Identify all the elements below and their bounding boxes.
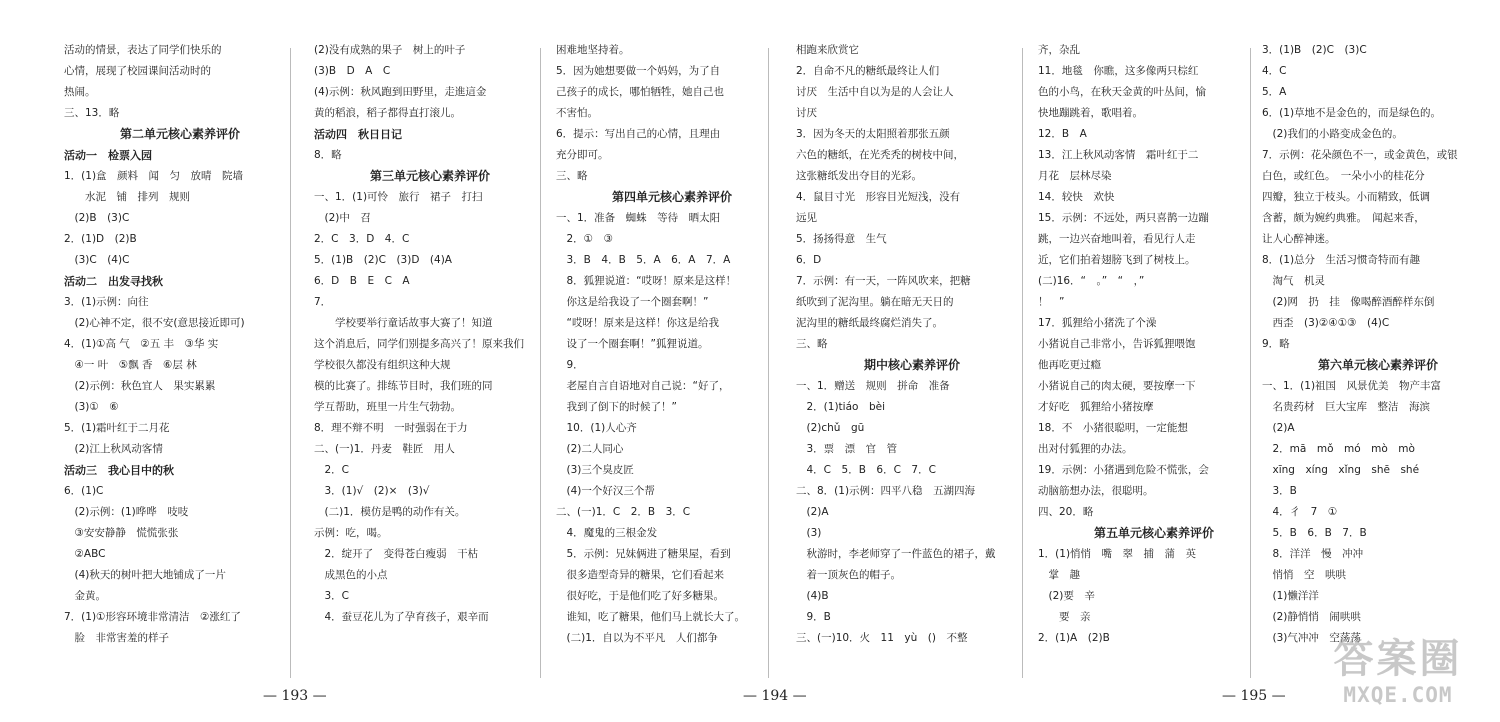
answer-line: 泥沟里的糖纸最终腐烂消失了。 [796, 317, 943, 329]
answer-line: 学互帮助，班里一片生气勃勃。 [314, 401, 461, 413]
answer-line: (2)示例：秋色宜人 果实累累 [64, 380, 216, 392]
answer-line: 6．(1)草地不是金色的，而是绿色的。 [1262, 107, 1442, 119]
watermark-text: 答案圈 [1333, 636, 1463, 682]
answer-line: 2．(1)D (2)B [64, 233, 137, 245]
answer-line: 一、1．赠送 规则 拼命 准备 [796, 380, 950, 392]
column-divider [1022, 48, 1023, 678]
answer-line: (2)心神不定，很不安(意思接近即可) [64, 317, 245, 329]
answer-line: 讨厌 [796, 107, 817, 119]
answer-line: 2．自命不凡的糖纸最终让人们 [796, 65, 940, 77]
answer-line: 四、20．略 [1038, 506, 1094, 518]
section-heading: 第五单元核心素养评价 [1093, 526, 1214, 540]
answer-line: 你这是给我设了一个圈套啊！” [556, 296, 709, 308]
answer-column-3 [556, 40, 788, 682]
answer-line: 困难地坚持着。 [556, 44, 630, 56]
answer-line: 他再吃更过瘾 [1038, 359, 1101, 371]
answer-column-6 [1262, 40, 1494, 682]
answer-line: 7．(1)①形容环境非常清洁 ②涨红了 [64, 611, 241, 623]
answer-line: 3．B [1262, 485, 1297, 497]
answer-line: 3．票 漂 官 管 [796, 443, 898, 455]
column-divider [540, 48, 541, 678]
answer-line: 小猪说自己的肉太硬，要按摩一下 [1038, 380, 1196, 392]
activity-heading: 活动三 我心目中的秋 [64, 464, 174, 477]
answer-line: 很多造型奇异的糖果，它们看起来 [556, 569, 724, 581]
answer-line: 成黑色的小点 [314, 569, 388, 581]
answer-line: 西歪 (3)②④①③ (4)C [1262, 317, 1390, 329]
answer-line: 2．C [314, 464, 350, 476]
answer-line: 5．(1)B (2)C (3)D (4)A [314, 254, 452, 266]
answer-line: 谁知，吃了糖果，他们马上就长大了。 [556, 611, 745, 623]
answer-line: 4．彳 7 ① [1262, 506, 1338, 518]
answer-line: 着一顶灰色的帽子。 [796, 569, 901, 581]
answer-line: 8．狐狸说道：“哎呀！原来是这样！ [556, 275, 737, 287]
answer-line: 淘气 机灵 [1262, 275, 1325, 287]
activity-heading: 活动四 秋日日记 [314, 128, 402, 141]
answer-line: 3．C [314, 590, 350, 602]
answer-line: 很好吃，于是他们吃了好多糖果。 [556, 590, 724, 602]
answer-line: 2．(1)A (2)B [1038, 632, 1110, 644]
answer-line: 三、13．略 [64, 107, 120, 119]
answer-line: 水泥 铺 排列 规则 [64, 191, 190, 203]
answer-line: 7． [314, 296, 332, 308]
answer-line: (4)示例：秋风跑到田野里，走進這金 [314, 86, 487, 98]
answer-line: (2)A [1262, 422, 1295, 434]
answer-line: 出对付狐狸的办法。 [1038, 443, 1133, 455]
answer-line: 19．示例：小猪遇到危险不慌张，会 [1038, 464, 1209, 476]
answer-line: 近，它们拍着翅膀飞到了树枝上。 [1038, 254, 1196, 266]
answer-line: 3．因为冬天的太阳照着那张五颜 [796, 128, 950, 140]
answer-line: 5．因为她想要做一个妈妈，为了自 [556, 65, 721, 77]
answer-line: 我到了倒下的时候了！” [556, 401, 677, 413]
answer-line: 1．(1)悄悄 嘴 翠 捕 蒲 英 [1038, 548, 1197, 560]
answer-line: 6．D B E C A [314, 275, 410, 287]
answer-line: 10．(1)人心齐 [556, 422, 637, 434]
answer-line: ④一 叶 ⑤飘 香 ⑥层 林 [64, 359, 197, 371]
answer-line: (2)我们的小路变成金色的。 [1262, 128, 1403, 140]
answer-line: 三、(一)10．火 11 yù () 不整 [796, 632, 968, 644]
answer-line: 二、(一)1．C 2．B 3．C [556, 506, 691, 518]
answer-line: 9．略 [1262, 338, 1290, 350]
answer-line: (3)三个臭皮匠 [556, 464, 634, 476]
answer-line: 才好吃 狐狸给小猪按摩 [1038, 401, 1154, 413]
answer-line: 7．示例：有一天，一阵风吹来，把糖 [796, 275, 971, 287]
answer-line: 秋游时，李老师穿了一件蓝色的裙子，戴 [796, 548, 996, 560]
answer-line: 4．C 5．B 6．C 7．C [796, 464, 936, 476]
section-heading: 期中核心素养评价 [863, 358, 960, 372]
answer-line: 15．示例：不远处，两只喜鹊一边蹦 [1038, 212, 1209, 224]
answer-line: 8．(1)总分 生活习惯奇特而有趣 [1262, 254, 1421, 266]
column-divider [1250, 48, 1251, 678]
answer-line: 8．略 [314, 149, 342, 161]
answer-line: ！ ” [1038, 296, 1065, 308]
answer-line: (2)网 扔 挂 像喝醉酒醉样东倒 [1262, 296, 1435, 308]
answer-line: 心情，展现了校园课间活动时的 [64, 65, 211, 77]
answer-line: 活动的情景，表达了同学们快乐的 [64, 44, 222, 56]
answer-line: (3)① ⑥ [64, 401, 119, 413]
answer-line: 5．示例：兄妹俩进了糖果屋，看到 [556, 548, 731, 560]
answer-line: 3．(1)示例：向往 [64, 296, 149, 308]
answer-line: 色的小鸟，在秋天金黄的叶丛间，愉 [1038, 86, 1206, 98]
activity-heading: 活动二 出发寻找秋 [64, 275, 163, 288]
answer-line: 齐，杂乱 [1038, 44, 1080, 56]
answer-line: (2)要 辛 [1038, 590, 1095, 602]
column-divider [290, 48, 291, 678]
answer-line: 9． [556, 359, 584, 371]
answer-line: 2．mā mǒ mó mò mò [1262, 443, 1415, 455]
answer-line: 脸 非常害羞的样子 [64, 632, 169, 644]
answer-line: 白色，或红色。 一朵小小的桂花分 [1262, 170, 1425, 182]
section-heading: 第二单元核心素养评价 [119, 127, 240, 141]
answer-line: ②ABC [64, 548, 106, 560]
answer-line: 小猪说自己非常小，告诉狐狸喂饱 [1038, 338, 1196, 350]
answer-line: 6．提示：写出自己的心情，且理由 [556, 128, 721, 140]
answer-line: 学校要举行童话故事大赛了！知道 [314, 317, 493, 329]
answer-line: (1)懒洋洋 [1262, 590, 1319, 602]
answer-line: 2．(1)tiáo bèi [796, 401, 885, 413]
answer-column-2 [314, 40, 546, 682]
answer-column-4 [796, 40, 1028, 682]
answer-line: 11．地毯 你瞧，这多像两只棕红 [1038, 65, 1199, 77]
answer-line: (3) [796, 527, 822, 539]
answer-line: 一、1．(1)可怜 旅行 裙子 打扫 [314, 191, 483, 203]
answer-line: (2)中 召 [314, 212, 371, 224]
answer-line: 让人心醉神迷。 [1262, 233, 1336, 245]
answer-line: 二、(一)1．丹麦 鞋匠 用人 [314, 443, 455, 455]
answer-line: 动脑筋想办法，很聪明。 [1038, 485, 1154, 497]
answer-line: 纸吹到了泥沟里。躺在暗无天日的 [796, 296, 954, 308]
answer-line: 四瓣，独立于枝头。小而精致，低调 [1262, 191, 1430, 203]
answer-line: 要 亲 [1038, 611, 1091, 623]
answer-line: 示例：吃，喝。 [314, 527, 388, 539]
watermark-logo [1310, 636, 1486, 716]
answer-line: 14．较快 欢快 [1038, 191, 1115, 203]
answer-line: 跳，一边兴奋地叫着，看见行人走 [1038, 233, 1196, 245]
answer-line: 名贵药材 巨大宝库 整洁 海滨 [1262, 401, 1430, 413]
answer-line: 远见 [796, 212, 817, 224]
answer-line: 一、1．准备 蜘蛛 等待 晒太阳 [556, 212, 721, 224]
answer-line: 快地蹦跳着，歌唱着。 [1038, 107, 1143, 119]
answer-line: “哎呀！原来是这样！你这是给我 [556, 317, 719, 329]
answer-line: (4)一个好汉三个帮 [556, 485, 655, 497]
answer-line: 18．不 小猪很聪明，一定能想 [1038, 422, 1188, 434]
answer-line: 这个消息后，同学们别提多高兴了！原来我们 [314, 338, 524, 350]
answer-line: 5．A [1262, 86, 1287, 98]
answer-line: 学校很久都没有组织这种大规 [314, 359, 451, 371]
answer-line: 7．示例：花朵颜色不一，或金黄色，或银 [1262, 149, 1458, 161]
answer-line: 8．洋洋 慢 冲冲 [1262, 548, 1364, 560]
answer-line: 3．B 4．B 5．A 6．A 7．A [556, 254, 731, 266]
answer-line: 充分即可。 [556, 149, 609, 161]
answer-line: 六色的糖纸，在光秃秃的树枝中间， [796, 149, 964, 161]
answer-line: (3)B D A C [314, 65, 391, 77]
answer-line: (2)没有成熟的果子 树上的叶子 [314, 44, 466, 56]
answer-line: 4．鼠目寸光 形容目光短浅，没有 [796, 191, 961, 203]
activity-heading: 活动一 检票入园 [64, 149, 152, 162]
page-number: — 195 — [1222, 688, 1286, 704]
answer-line: (2)示例：(1)哗哗 吱吱 [64, 506, 189, 518]
watermark-url: MXQE.COM [1343, 683, 1453, 707]
answer-line: 悄悄 空 哄哄 [1262, 569, 1346, 581]
answer-line: ③安安静静 慌慌张张 [64, 527, 179, 539]
answer-line: 不害怕。 [556, 107, 598, 119]
answer-line: 2．C 3．D 4．C [314, 233, 410, 245]
answer-line: 5．扬扬得意 生气 [796, 233, 887, 245]
answer-line: 12．B A [1038, 128, 1087, 140]
answer-line: (2)静悄悄 闹哄哄 [1262, 611, 1361, 623]
answer-line: 三、略 [796, 338, 828, 350]
answer-line: (2)B (3)C [64, 212, 130, 224]
answer-line: 4．C [1262, 65, 1287, 77]
answer-line: 5．B 6．B 7．B [1262, 527, 1367, 539]
answer-line: (4)B [796, 590, 829, 602]
answer-line: 己孩子的成长，哪怕牺牲，她自己也 [556, 86, 724, 98]
answer-line: 13．江上秋风动客情 霜叶红于二 [1038, 149, 1199, 161]
answer-line: 8．理不辩不明 一时强弱在于力 [314, 422, 468, 434]
answer-line: 4．(1)①高 气 ②五 丰 ③华 实 [64, 338, 219, 350]
answer-column-5 [1038, 40, 1270, 682]
answer-line: 模的比赛了。排练节目时，我们班的同 [314, 380, 493, 392]
answer-line: 金黄。 [64, 590, 106, 602]
answer-line: (二)1．自以为不平凡 人们都争 [556, 632, 718, 644]
answer-line: 4．蚕豆花儿为了孕育孩子，艰辛而 [314, 611, 489, 623]
answer-line: 2．① ③ [556, 233, 614, 245]
answer-line: (2)江上秋风动客情 [64, 443, 163, 455]
answer-line: 老屋自言自语地对自己说：“好了， [556, 380, 730, 392]
answer-line: (3)气冲冲 空荡荡 [1262, 632, 1361, 644]
answer-line: 一、1．(1)祖国 风景优美 物产丰富 [1262, 380, 1442, 392]
answer-line: 相跑来欣赏它 [796, 44, 859, 56]
answer-line: (3)C (4)C [64, 254, 130, 266]
answer-line: 17．狐狸给小猪洗了个澡 [1038, 317, 1157, 329]
answer-line: 热闹。 [64, 86, 96, 98]
answer-line: 三、略 [556, 170, 588, 182]
answer-line: 黄的稻浪，稻子都得直打滚儿。 [314, 107, 461, 119]
section-heading: 第三单元核心素养评价 [369, 169, 490, 183]
section-heading: 第四单元核心素养评价 [611, 190, 732, 204]
answer-line: (4)秋天的树叶把大地铺成了一片 [64, 569, 226, 581]
answer-line: 5．(1)霜叶红于二月花 [64, 422, 170, 434]
answer-line: (2)二人同心 [556, 443, 624, 455]
answer-line: 2．绽开了 变得苍白瘦弱 干枯 [314, 548, 479, 560]
answer-line: 1．(1)盒 颜料 闻 匀 放晴 院墙 [64, 170, 244, 182]
answer-line: 含蓄，颇为婉约典雅。 闻起来香， [1262, 212, 1425, 224]
answer-line: 9．B [796, 611, 831, 623]
answer-line: 6．(1)C [64, 485, 104, 497]
answer-line: 设了一个圈套啊！”狐狸说道。 [556, 338, 709, 350]
answer-line: 这张糖纸发出夺目的光彩。 [796, 170, 922, 182]
answer-line: (二)16．“ 。” “ ，” [1038, 275, 1145, 287]
answer-line: (2)chǔ gū [796, 422, 865, 434]
answer-line: 6．D [796, 254, 822, 266]
column-divider [768, 48, 769, 678]
answer-line: 讨厌 生活中自以为是的人会让人 [796, 86, 954, 98]
answer-line: xīng xíng xǐng shē shé [1262, 464, 1420, 476]
page-number: — 194 — [743, 688, 807, 704]
answer-line: 3．(1)√ (2)× (3)√ [314, 485, 430, 497]
answer-line: 4．魔鬼的三根金发 [556, 527, 658, 539]
answer-column-1 [64, 40, 296, 682]
answer-line: (二)1．模仿是鸭的动作有关。 [314, 506, 466, 518]
answer-line: 月花 层林尽染 [1038, 170, 1112, 182]
answer-line: 3．(1)B (2)C (3)C [1262, 44, 1367, 56]
section-heading: 第六单元核心素养评价 [1317, 358, 1438, 372]
answer-line: 掌 趣 [1038, 569, 1080, 581]
answer-line: (2)A [796, 506, 829, 518]
page-number: — 193 — [263, 688, 327, 704]
answer-line: 二、8．(1)示例：四平八稳 五湖四海 [796, 485, 976, 497]
